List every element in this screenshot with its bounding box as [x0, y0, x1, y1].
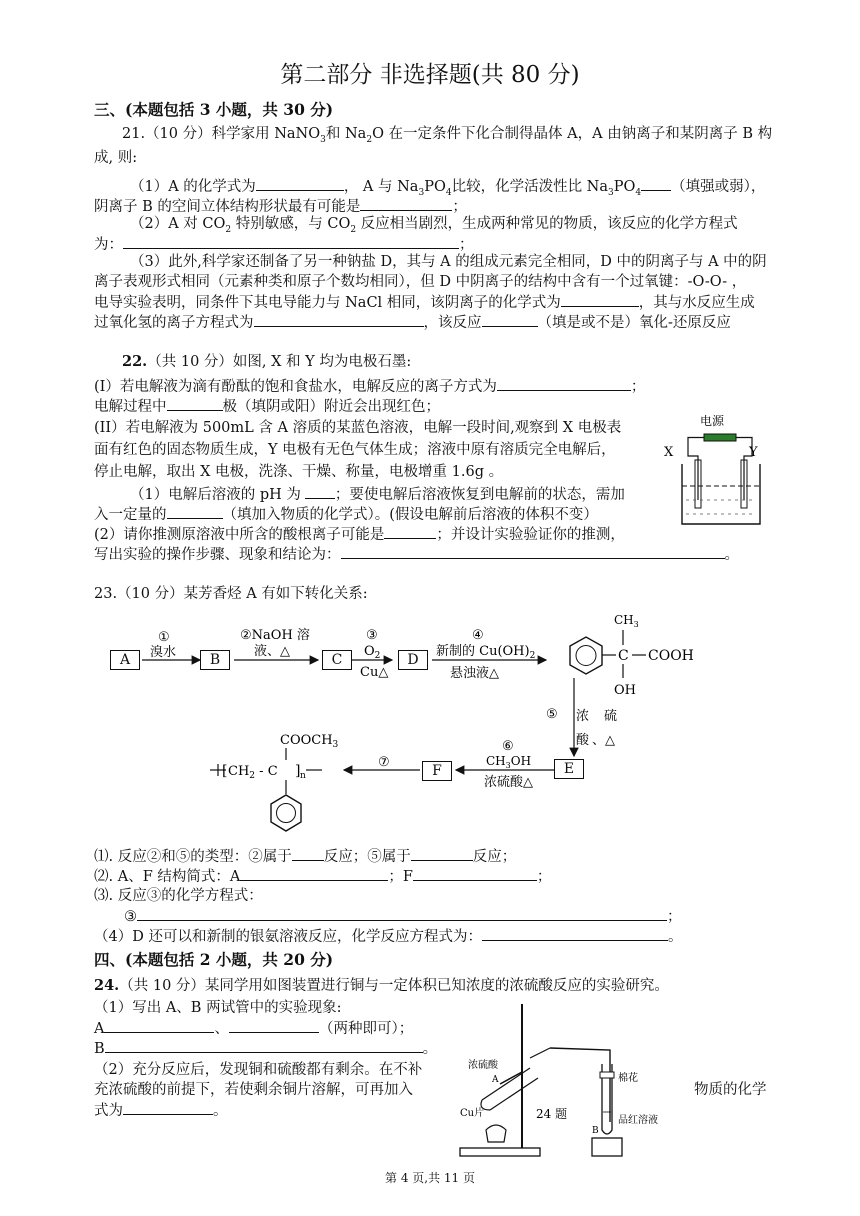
electrode-x-label: X	[664, 445, 674, 460]
svg-text:CH3: $CH_3$	[614, 613, 639, 629]
q21-line-3: （1）A 的化学式为 ， A 与 $Na_3PO_4$比较，化学活泼性比 $Na_3PO_4$ （填强或弱），	[130, 176, 765, 203]
electrolysis-apparatus-figure	[656, 410, 756, 530]
benzene-ring	[570, 637, 602, 674]
q21-line-6: 为： ；	[94, 234, 474, 255]
power-source-icon	[704, 434, 736, 441]
answer-blank	[341, 544, 725, 559]
q21-line-9: 电导实验表明，同条件下其电导能力与 NaCl 相同，该阴离子的化学式为 ，其与水反应生成	[94, 292, 755, 313]
q24-line-7: 式为 。	[94, 1100, 228, 1121]
answer-blank	[254, 312, 424, 327]
compound-f-box: F	[422, 761, 452, 781]
answer-blank	[167, 504, 223, 519]
answer-blank	[256, 176, 344, 191]
section-3-heading: 三、(本题包括 3 小题，共 30 分)	[94, 100, 334, 119]
svg-text:②NaOH 溶: ②NaOH 溶	[240, 628, 310, 643]
q22-line-10: 写出实验的操作步骤、现象和结论为： 。	[94, 544, 739, 565]
q22-line-5: 面有红色的固态物质生成，Y 电极有无色气体生成；溶液中原有溶质完全电解后，	[94, 442, 616, 458]
svg-text:溴水: 溴水	[150, 645, 177, 660]
svg-text:O2: $O_2$	[364, 644, 381, 661]
svg-text:⑤: ⑤	[546, 707, 558, 722]
q24-line-3: A 、 （两种即可）；	[94, 1018, 413, 1039]
section-4-heading: 四、(本题包括 2 小题，共 20 分)	[94, 950, 334, 969]
power-source-label: 电源	[700, 414, 725, 428]
svg-text:A: A	[492, 1075, 499, 1085]
svg-text:浓: 浓	[576, 709, 590, 724]
q21-line-4: 阴离子 B 的空间立体结构形状最有可能是 ；	[94, 196, 467, 217]
svg-text:COOCH3: $COOCH_3$	[280, 733, 339, 750]
answer-blank	[482, 926, 668, 941]
answer-blank	[305, 484, 335, 499]
svg-text:CH2 - C: $CH_2$ - C	[228, 764, 278, 781]
q23-sub-2: ⑵. A、F 结构简式：A ；F ；	[94, 866, 551, 887]
cu-label: Cu片	[460, 1108, 485, 1119]
svg-text:]: ]	[295, 763, 301, 779]
q24-line-2: （1）写出 A、B 两试管中的实验现象:	[94, 1000, 342, 1016]
compound-e-box: E	[554, 759, 584, 779]
answer-blank	[413, 866, 537, 881]
figure-24-label: 24 题	[536, 1107, 568, 1121]
q24-line-6: 充浓硫酸的前提下，若使剩余铜片溶解，可再加入	[94, 1082, 413, 1098]
svg-text:⑦: ⑦	[378, 755, 390, 770]
answer-blank	[105, 1038, 423, 1053]
svg-text:[: [	[222, 763, 228, 779]
svg-text:⑥: ⑥	[502, 739, 514, 754]
compound-d-box: D	[398, 650, 428, 670]
q21-line-8: 离子表观形式相同（元素种类和原子个数均相同），但 D 中阴离子的结构中含有一个过氧键：-O-O- ，	[94, 274, 747, 290]
svg-text:、△: 、△	[592, 733, 615, 748]
compound-b-box: B	[200, 650, 230, 670]
q22-line-1: 22.（共 10 分）如图, X 和 Y 均为电极石墨:	[122, 353, 412, 370]
answer-blank	[641, 176, 671, 191]
magenta-solution-label: 品红溶液	[618, 1115, 658, 1126]
svg-text:酸: 酸	[576, 733, 590, 748]
q24-line-5: （2）充分反应后，发现铜和硫酸都有剩余。在不补	[94, 1062, 423, 1078]
electrode-y-label: Y	[749, 445, 758, 460]
answer-blank	[104, 1018, 214, 1033]
answer-blank	[123, 1100, 213, 1115]
q21-line-5: （2）A 对 $CO_2$ 特别敏感，与 $CO_2$ 反应相当剧烈，生成两种常见的物质，该反应的化学方程式	[130, 216, 738, 235]
q21-line-7: （3）此外,科学家还制备了另一种钠盐 D，其与 A 的组成元素完全相同，D 中的阴离子与 A 中的阴	[130, 254, 767, 270]
q22-line-9: (2）请你推测原溶液中所含的酸根离子可能是 ；并设计实验验证你的推测，	[94, 524, 625, 545]
answer-blank	[497, 376, 631, 391]
svg-text:硫: 硫	[604, 709, 618, 724]
svg-text:C: C	[618, 648, 629, 664]
page-footer: 第 4 页,共 11 页	[385, 1171, 475, 1185]
q21-line-2: 成, 则:	[94, 150, 138, 166]
svg-text:①: ①	[158, 630, 170, 645]
q23-sub-4: （4）D 还可以和新制的银氨溶液反应，化学反应方程式为： 。	[94, 926, 682, 947]
answer-blank	[384, 524, 436, 539]
svg-text:OH: OH	[614, 683, 636, 698]
q22-line-8: 入一定量的 （填加入物质的化学式）。(假设电解前后溶液的体积不变）	[94, 504, 598, 525]
svg-text:COOH: COOH	[648, 648, 694, 664]
q21-line-10: 过氧化氢的离子方程式为 ，该反应 （填是或不是）氧化-还原反应	[94, 312, 731, 333]
answer-blank	[123, 234, 459, 249]
q23-line-1: 23.（10 分）某芳香烃 A 有如下转化关系:	[94, 586, 368, 602]
svg-text:③: ③	[366, 628, 378, 643]
compound-a-box: A	[110, 650, 140, 670]
svg-text:④: ④	[472, 628, 484, 643]
answer-blank	[411, 846, 473, 861]
cotton-label: 棉花	[618, 1073, 638, 1084]
q24-line-4: B 。	[94, 1038, 437, 1059]
conc-acid-label: 浓硫酸	[468, 1060, 498, 1071]
alcohol-lamp	[486, 1125, 506, 1142]
answer-blank	[229, 1018, 319, 1033]
q23-sub-1: ⑴. 反应②和⑤的类型：②属于 反应；⑤属于 反应；	[94, 846, 516, 867]
benzene-ring	[271, 795, 301, 831]
q24-line-1: 24.（共 10 分）某同学用如图装置进行铜与一定体积已知浓度的浓硫酸反应的实验研究。	[94, 977, 669, 994]
svg-text:B: B	[592, 1126, 599, 1136]
copper-acid-apparatus-figure	[460, 1002, 660, 1160]
page-title: 第二部分 非选择题(共 80 分)	[280, 62, 580, 88]
svg-text:浓硫酸△: 浓硫酸△	[484, 775, 533, 790]
answer-blank	[292, 846, 324, 861]
answer-blank	[561, 292, 639, 307]
svg-text:Cu△: Cu△	[360, 665, 389, 680]
svg-text:n: n	[300, 771, 306, 781]
answer-blank	[167, 396, 223, 411]
q22-line-7: （1）电解后溶液的 pH 为 ；要使电解后溶液恢复到电解前的状态，需加	[130, 484, 625, 505]
compound-c-box: C	[322, 650, 352, 670]
q24-line-6-end: 物质的化学	[694, 1082, 767, 1098]
q23-sub-3: ⑶. 反应③的化学方程式：	[94, 888, 263, 904]
q23-sub-3-answer: ③ ；	[124, 906, 682, 927]
svg-text:液、△: 液、△	[254, 644, 290, 659]
svg-text:CH3OH: $CH_3OH$	[486, 754, 532, 770]
q21-line-1: 21.（10 分）科学家用 NaNO$_3$和 $Na_2O$ 在一定条件下化合制得晶体 A，A 由钠离子和某阴离子 B 构	[122, 126, 773, 145]
answer-blank	[137, 906, 667, 921]
svg-text:新制的 Cu(OH)2: 新制的 $Cu(OH)_2$	[436, 644, 536, 661]
svg-text:悬浊液△: 悬浊液△	[450, 666, 499, 681]
answer-blank	[240, 866, 388, 881]
q22-line-4: (II）若电解液为 500mL 含 A 溶质的某蓝色溶液，电解一段时间,观察到 X 电极表	[94, 420, 622, 436]
q22-line-6: 停止电解，取出 X 电极，洗涤、干燥、称量，电极增重 1.6g 。	[94, 464, 504, 480]
answer-blank	[482, 312, 538, 327]
answer-blank	[360, 196, 452, 211]
q22-line-3: 电解过程中 极（填阴或阳）附近会出现红色；	[94, 396, 440, 417]
q22-line-2: (I）若电解液为滴有酚酞的饱和食盐水，电解反应的离子方式为 ；	[94, 376, 645, 397]
beaker	[682, 464, 760, 524]
reaction-scheme	[100, 608, 700, 848]
